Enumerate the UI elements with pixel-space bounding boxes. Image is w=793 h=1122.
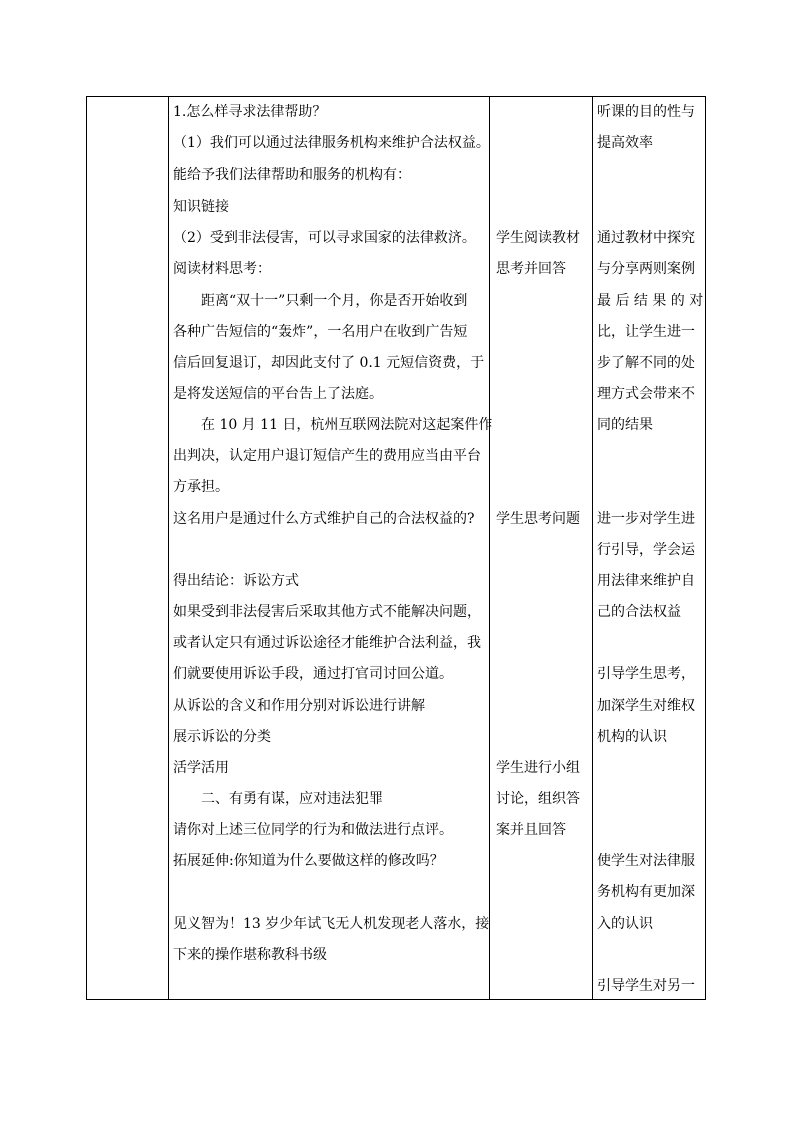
column-divider — [592, 97, 593, 999]
student-activity-line: 学生思考问题 — [496, 511, 580, 527]
design-intent-line: 进一步对学生进 — [597, 511, 695, 527]
content-line: 拓展延伸:你知道为什么要做这样的修改吗？ — [173, 853, 444, 869]
content-line: 出判决，认定用户退订短信产生的费用应当由平台 — [173, 448, 481, 464]
content-line: 请你对上述三位同学的行为和做法进行点评。 — [173, 822, 453, 838]
content-line: 1.怎么样寻求法律帮助？ — [173, 104, 327, 120]
content-line: 阅读材料思考： — [173, 261, 271, 277]
student-activity-line: 思考并回答 — [496, 261, 566, 277]
content-line: 能给予我们法律帮助和服务的机构有： — [173, 167, 411, 183]
content-line: 得出结论：诉讼方式 — [173, 573, 299, 589]
student-activity-line: 案并且回答 — [496, 822, 566, 838]
design-intent-line: 务机构有更加深 — [597, 884, 695, 900]
design-intent-line: 同的结果 — [597, 417, 653, 433]
design-intent-line: 通过教材中探究 — [597, 230, 695, 246]
design-intent-line: 最 后 结 果 的 对 — [597, 293, 704, 309]
design-intent-line: 加深学生对维权 — [597, 698, 695, 714]
content-line: 是将发送短信的平台告上了法庭。 — [173, 386, 383, 402]
design-intent-line: 己的合法权益 — [597, 604, 681, 620]
design-intent-line: 机构的认识 — [597, 729, 667, 745]
design-intent-line: 行引导，学会运 — [597, 542, 695, 558]
design-intent-line: 用法律来维护自 — [597, 573, 695, 589]
content-line: 活学活用 — [173, 760, 229, 776]
content-line: 这名用户是通过什么方式维护自己的合法权益的? — [173, 511, 475, 527]
column-divider — [489, 97, 490, 999]
content-line: 如果受到非法侵害后采取其他方式不能解决问题， — [173, 604, 481, 620]
design-intent-line: 入的认识 — [597, 916, 653, 932]
content-line: 展示诉讼的分类 — [173, 729, 271, 745]
design-intent-line: 使学生对法律服 — [597, 853, 695, 869]
design-intent-line: 引导学生对另一 — [597, 978, 695, 994]
content-line: 方承担。 — [173, 479, 229, 495]
content-line: 在 10 月 11 日，杭州互联网法院对这起案件作 — [201, 417, 493, 433]
content-line: 二、有勇有谋，应对违法犯罪 — [201, 791, 383, 807]
content-line: 距离“双十一”只剩一个月，你是否开始收到 — [201, 293, 468, 309]
content-line: 各种广告短信的“轰炸”，一名用户在收到广告短 — [173, 324, 468, 340]
content-line: 信后回复退订，却因此支付了 0.1 元短信资费，于 — [173, 355, 485, 371]
student-activity-line: 学生进行小组 — [496, 760, 580, 776]
design-intent-line: 与分享两则案例 — [597, 261, 695, 277]
content-line: （2）受到非法侵害，可以寻求国家的法律救济。 — [173, 230, 476, 246]
design-intent-line: 步了解不同的处 — [597, 355, 695, 371]
content-line: 下来的操作堪称教科书级 — [173, 947, 327, 963]
content-line: 们就要使用诉讼手段，通过打官司讨回公道。 — [173, 666, 453, 682]
content-line: 见义智为！13 岁少年试飞无人机发现老人落水，接 — [173, 916, 490, 932]
content-line: （1）我们可以通过法律服务机构来维护合法权益。 — [173, 135, 490, 151]
column-divider — [168, 97, 169, 999]
design-intent-line: 理方式会带来不 — [597, 386, 695, 402]
student-activity-line: 讨论，组织答 — [496, 791, 580, 807]
content-line: 知识链接 — [173, 199, 229, 215]
design-intent-line: 比，让学生进一 — [597, 324, 695, 340]
content-line: 从诉讼的含义和作用分别对诉讼进行讲解 — [173, 698, 425, 714]
design-intent-line: 提高效率 — [597, 135, 653, 151]
design-intent-line: 引导学生思考， — [597, 666, 695, 682]
content-line: 或者认定只有通过诉讼途径才能维护合法利益，我 — [173, 635, 481, 651]
design-intent-line: 听课的目的性与 — [597, 104, 695, 120]
student-activity-line: 学生阅读教材 — [496, 230, 580, 246]
